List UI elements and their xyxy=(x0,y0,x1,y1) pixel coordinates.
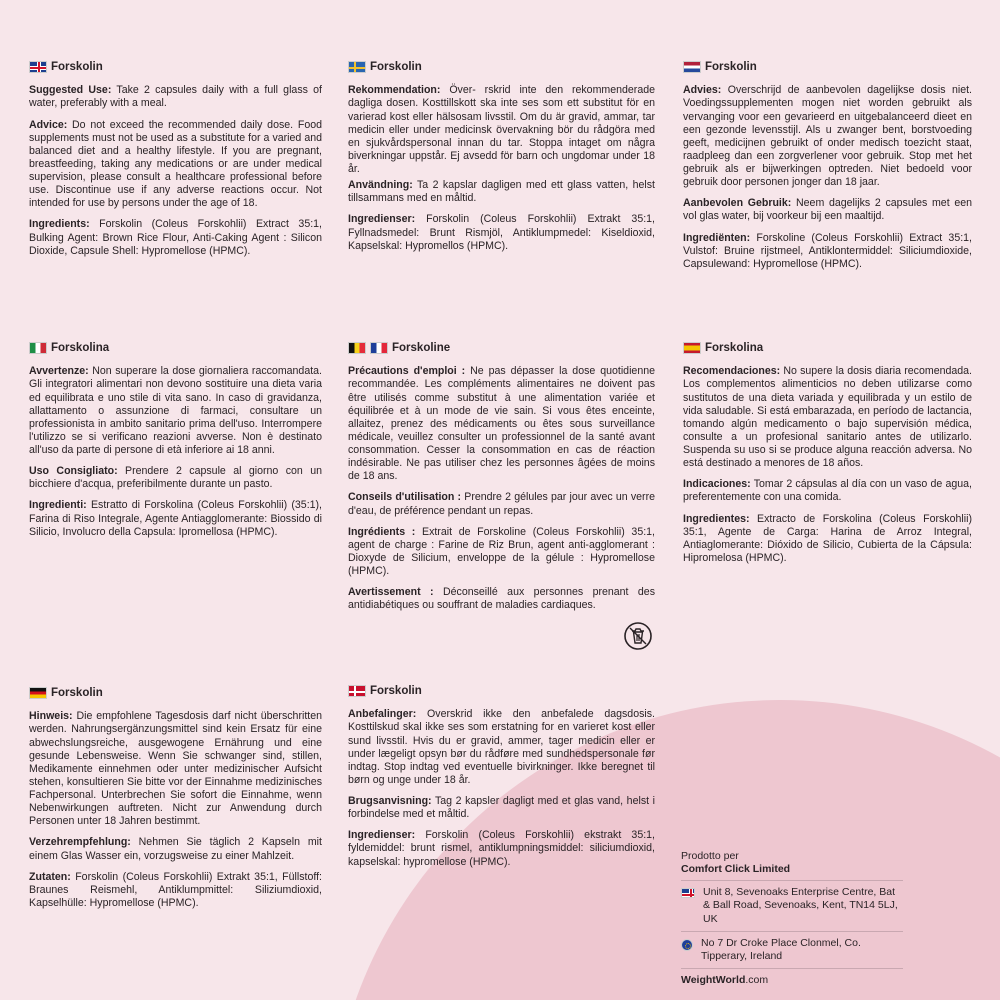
section-de xyxy=(29,686,322,918)
company-info xyxy=(681,850,903,987)
section-se-header xyxy=(348,60,655,74)
uk-ingredients: Ingredients: Forskolin (Coleus Forskohlii) Extract 35:1, Bulking Agent: Brown Rice Flour, Anti-Caking Agent : Silicon Dioxide, Capsule Shell: Hypromellose (HPMC). xyxy=(29,218,322,257)
section-nl xyxy=(683,60,972,279)
de-ingredients: Zutaten: Forskolin (Coleus Forskohlii) Extrakt 35:1, Füllstoff: Braunes Reismehl, Antiklumpmittel: Siliziumdioxid, Kapselhülle: Hypromellose (HPMC). xyxy=(29,870,322,909)
section-it xyxy=(29,341,322,547)
italy-flag-icon xyxy=(29,342,47,354)
uk-suggested-use: Suggested Use: Take 2 capsules daily with a full glass of water, preferably with a meal. xyxy=(29,84,322,110)
section-uk xyxy=(29,60,322,266)
section-fr-header xyxy=(348,341,655,355)
uk-advice: Advice: Do not exceed the recommended daily dose. Food supplements must not be used as a substitute for a varied and balanced diet and a healthy lifestyle. If you are pregnant, breastfeeding, taking any medications or are under medical supervision, please consult a healthcare professional before use. Discontinue use if any adverse reactions occur. Not intended for use by persons under the age of 18. xyxy=(29,118,322,210)
spain-flag-icon xyxy=(683,342,701,354)
section-nl-header xyxy=(683,60,972,74)
uk-address: Unit 8, Sevenoaks Enterprise Centre, Bat & Ball Road, Sevenoaks, Kent, TN14 5LJ, UK xyxy=(703,886,898,925)
es-recommendations: Recomendaciones: No supere la dosis diaria recomendada. Los complementos alimenticios no deben utilizarse como sustitutos de una dieta variada y equilibrada y un estilo de vida saludable. Si está embarazada, en período de lactancia, tomando algún medicamento o bajo supervisión médica, consulte a un profesional sanitario antes de utilizarlo. Suspenda su uso si se produce alguna reacción adversa. No está destinado a menores de 18 años. xyxy=(683,365,972,470)
section-de-header xyxy=(29,686,322,700)
section-nl-title: Forskolin xyxy=(705,61,757,73)
dk-recommendations: Anbefalinger: Overskrid ikke den anbefalede dagsdosis. Kosttilskud skal ikke ses som erstatning for en varieret kost eller sund livsstil. Hvis du er gravid, ammer, tager medicin eller er under lægeligt opsyn bør du rådføre med sundhedspersonale før indtag. Stop indtag ved eventuelle bivirkninger. Ikke beregnet til børn og unge under 18 år. xyxy=(348,708,655,786)
section-uk-header xyxy=(29,60,322,74)
eu-address: No 7 Dr Croke Place Clonmel, Co. Tipperary, Ireland xyxy=(701,936,861,962)
section-uk-title: Forskolin xyxy=(51,61,103,73)
company-name: Comfort Click Limited xyxy=(681,863,791,876)
de-usage: Verzehrempfehlung: Nehmen Sie täglich 2 Kapseln mit einem Glas Wasser ein, vorzugsweise zu einer Mahlzeit. xyxy=(29,836,322,862)
section-dk xyxy=(348,684,655,877)
section-se-title: Forskolin xyxy=(370,61,422,73)
dk-ingredients: Ingredienser: Forskolin (Coleus Forskohlii) ekstrakt 35:1, fyldemiddel: brunt rismel, antiklumpningsmiddel: siliciumdioxid, kapselskal: hypromellose (HPMC). xyxy=(348,829,655,868)
section-de-title: Forskolin xyxy=(51,687,103,699)
brand-website: WeightWorld.com xyxy=(681,973,769,986)
section-it-header xyxy=(29,341,322,355)
it-ingredients: Ingredienti: Estratto di Forskolina (Coleus Forskohlii) (35:1), Farina di Riso Integrale, Agente Antiagglomerante: Biossido di Silicio, Involucro della Capsula: Ipromellosa (HPMC). xyxy=(29,499,323,538)
section-fr-title: Forskoline xyxy=(392,342,451,354)
fr-warning: Avertissement : Déconseillé aux personnes prenant des antidiabétiques ou souffrant de maladies cardiaques. xyxy=(348,586,655,612)
nl-advice: Advies: Overschrijd de aanbevolen dagelijkse dosis niet. Voedingssupplementen mogen niet worden gebruikt als vervanging voor een gevarieerd en uitgebalanceerd dieet en een gezonde levensstijl. Als u zwanger bent, borstvoeding geeft, medicijnen gebruikt of onder medisch toezicht staat, raadpleeg dan een zorgverlener voor gebruik. Stop met het gebruik als er bijwerkingen optreden. Niet bedoeld voor gebruik door personen jonger dan 18 jaar. xyxy=(683,84,972,189)
fr-precautions: Précautions d'emploi : Ne pas dépasser la dose quotidienne recommandée. Les compléments alimentaires ne doivent pas être utilisés comme substitut à une alimentation variée et équilibrée et à un mode de vie sain. Si vous êtes enceinte, allaitez, prenez des médicaments ou êtes sous surveillance médicale, veuillez consulter un professionnel de la santé avant consommation. Cesser la consommation en cas de réaction indésirable. Ne pas utiliser chez les personnes âgées de moins de 18 ans. xyxy=(348,365,655,483)
nl-ingredients: Ingrediënten: Forskoline (Coleus Forskohlii) Extract 35:1, Vulstof: Bruine rijstmeel, Antiklontermiddel: Siliciumdioxide, Capsulewand: Hypromellose (HPMC). xyxy=(683,231,972,270)
section-dk-title: Forskolin xyxy=(370,685,422,697)
dk-usage: Brugsanvisning: Tag 2 kapsler dagligt med et glas vand, helst i forbindelse med et måltid. xyxy=(348,795,655,821)
sweden-flag-icon xyxy=(348,61,366,73)
it-warnings: Avvertenze: Non superare la dose giornaliera raccomandata. Gli integratori alimentari non devono sostituire una dieta varia ed equilibrata e uno stile di vita sano. In caso di gravidanza, allattamento o assunzione di farmaci, consultare un professionista in ambito sanitario prima dell'uso. Interrompere l'utilizzo se si verificano reazioni avverse. Non è destinato all'uso da parte di persone di età inferiore ai 18 anni. xyxy=(29,365,322,456)
uk-address-row xyxy=(681,880,903,930)
section-it-title: Forskolina xyxy=(51,342,110,354)
section-fr xyxy=(348,341,655,620)
section-dk-header xyxy=(348,684,655,698)
eu-flag-icon xyxy=(681,939,693,951)
denmark-flag-icon xyxy=(348,685,366,697)
uk-flag-icon xyxy=(681,888,695,898)
section-es-title: Forskolina xyxy=(705,342,764,354)
section-es-header xyxy=(683,341,972,355)
produced-for-label: Prodotto per xyxy=(681,850,739,862)
germany-flag-icon xyxy=(29,687,47,699)
es-usage: Indicaciones: Tomar 2 cápsulas al día con un vaso de agua, preferentemente con una comida. xyxy=(683,478,972,504)
nl-usage: Aanbevolen Gebruik: Neem dagelijks 2 capsules met een vol glas water, bij voorkeur bij een maaltijd. xyxy=(683,197,972,223)
se-ingredients: Ingredienser: Forskolin (Coleus Forskohlii) Extrakt 35:1, Fyllnadsmedel: Brunt Rismjöl, Antiklumpmedel: Kiseldioxid, Kapselskal: Hypromellos (HPMC). xyxy=(348,213,655,252)
se-usage: Användning: Ta 2 kapslar dagligen med ett glass vatten, helst tillsammans med en måltid. xyxy=(348,179,655,205)
uk-flag-icon xyxy=(29,61,47,73)
section-se xyxy=(348,60,655,261)
netherlands-flag-icon xyxy=(683,61,701,73)
fr-usage: Conseils d'utilisation : Prendre 2 gélules par jour avec un verre d'eau, de préférence pendant un repas. xyxy=(348,491,655,517)
section-es xyxy=(683,341,972,573)
es-ingredients: Ingredientes: Extracto de Forskolina (Coleus Forskohlii) 35:1, Agente de Carga: Harina de Arroz Integral, Antiaglomerante: Dióxido de Silicio, Cubierta de la Cápsula: Hipromelosa (HPMC). xyxy=(683,512,972,564)
recycle-bin-icon xyxy=(623,621,653,651)
de-notice: Hinweis: Die empfohlene Tagesdosis darf nicht überschritten werden. Nahrungsergänzungsmittel sind kein Ersatz für eine abwechslungsreiche, ausgewogene Ernährung und eine gesunde Lebensweise. Wenn Sie schwanger sind, stillen, Medikamente einnehmen oder unter medizinischer Aufsicht stehen, konsultieren Sie bitte vor der Einnahme medizinisches Fachpersonal. Unterbrechen Sie sofort die Einnahme, wenn Nebenwirkungen auftreten. Nicht zur Anwendung durch Personen unter 18 Jahren bestimmt. xyxy=(29,710,322,828)
belgium-flag-icon xyxy=(348,342,366,354)
eu-address-row xyxy=(681,931,903,969)
france-flag-icon xyxy=(370,342,388,354)
se-recommendation: Rekommendation: Över- rskrid inte den rekommenderade dagliga dosen. Kosttillskott ska inte ses som ett substitut för en varierad kost eller hälsosam livsstil. Om du är gravid, ammar, tar medicin eller under medicinsk övervakning bör du rådgöra med en sjukvårdspersonal innan du tar. Stoppa intaget om några biverkningar uppstår. Ej avsedd för barn och ungdomar under 18 år. xyxy=(348,84,655,175)
fr-ingredients: Ingrédients : Extrait de Forskoline (Coleus Forskohlii) 35:1, agent de charge : Farine de Riz Brun, agent anti-agglomerant : Dioxyde de Silicium, enveloppe de la gélule : Hypromellose (HPMC). xyxy=(348,525,655,577)
it-usage: Uso Consigliato: Prendere 2 capsule al giorno con un bicchiere d'acqua, preferibilmente durante un pasto. xyxy=(29,465,322,491)
